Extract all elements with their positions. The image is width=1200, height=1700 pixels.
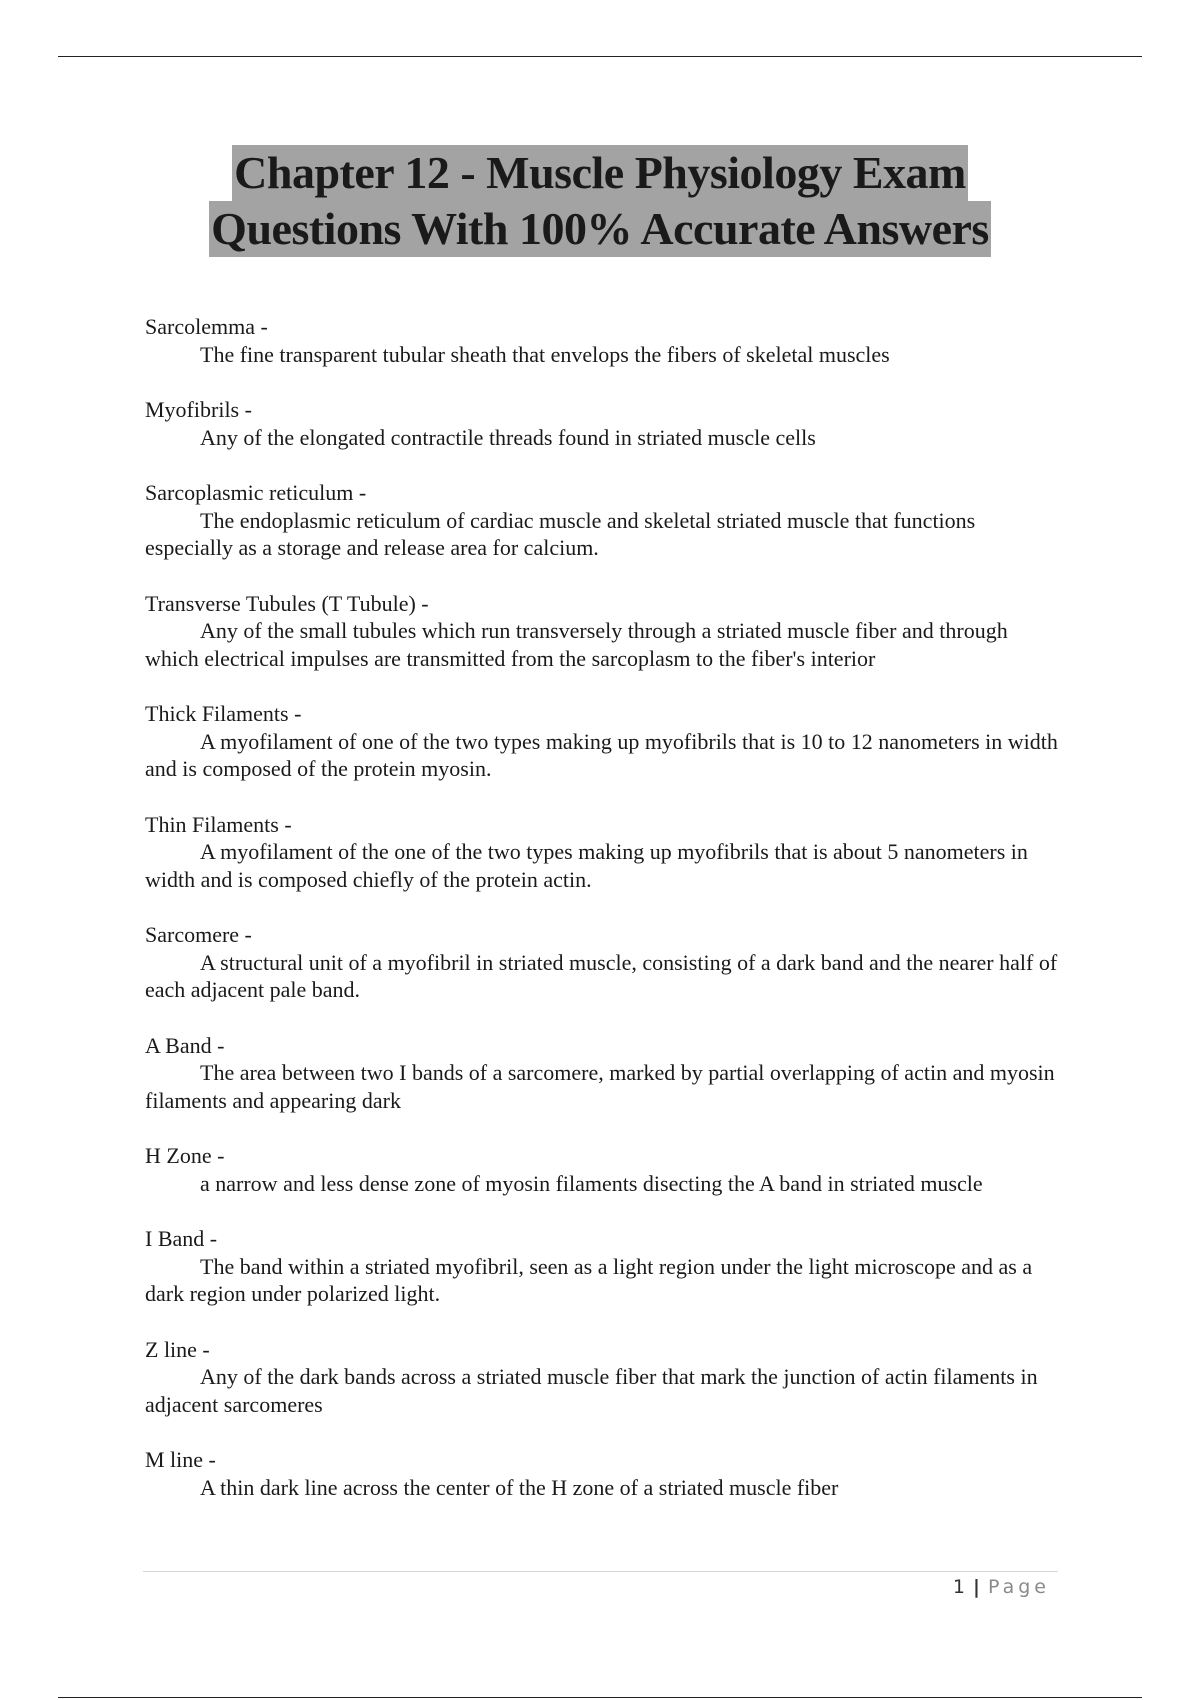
footer-rule — [143, 1571, 1058, 1572]
term-entry — [145, 396, 1065, 451]
term-entry — [145, 590, 1065, 673]
title-line-2: Questions With 100% Accurate Answers — [209, 201, 991, 257]
term-name: Z line - — [145, 1336, 210, 1362]
term-name: Thin Filaments - — [145, 811, 292, 837]
page-number: 1 — [952, 1576, 965, 1598]
term-name: A Band - — [145, 1032, 225, 1058]
term-name: Thick Filaments - — [145, 701, 302, 726]
term-entry — [145, 313, 1065, 368]
term-definition: A thin dark line across the center of the H zone of a striated muscle fiber — [200, 1474, 839, 1500]
term-definition: Any of the dark bands across a striated muscle fiber that mark the junction of actin filaments in adjacent sarcomeres — [145, 1364, 1038, 1417]
term-name: H Zone - — [145, 1143, 225, 1168]
term-entry — [145, 811, 1065, 894]
term-entry — [145, 700, 1065, 783]
term-definition: Any of the elongated contractile threads found in striated muscle cells — [200, 424, 816, 450]
title-line-1: Chapter 12 - Muscle Physiology Exam — [232, 145, 968, 201]
term-entry — [145, 1142, 1065, 1197]
bottom-rule — [58, 1697, 1142, 1698]
document-title — [0, 145, 1200, 257]
term-entry — [145, 479, 1065, 562]
page-separator: | — [973, 1576, 980, 1598]
term-definition: A myofilament of one of the two types making up myofibrils that is 10 to 12 nanometers in width and is composed of the protein myosin. — [145, 728, 1058, 781]
page-label: Page — [988, 1576, 1050, 1598]
term-entry — [145, 1225, 1065, 1308]
term-entry — [145, 1032, 1065, 1115]
term-name: M line - — [145, 1447, 216, 1472]
term-name: Sarcoplasmic reticulum - — [145, 480, 367, 505]
header-rule — [58, 56, 1142, 57]
term-name: Transverse Tubules (T Tubule) - — [145, 590, 429, 616]
term-definition: The endoplasmic reticulum of cardiac muscle and skeletal striated muscle that functions especially as a storage and release area for calcium. — [145, 507, 976, 560]
term-definition: The fine transparent tubular sheath that envelops the fibers of skeletal muscles — [200, 341, 890, 367]
term-name: Myofibrils - — [145, 397, 252, 422]
term-definition: A structural unit of a myofibril in striated muscle, consisting of a dark band and the nearer half of each adjacent pale band. — [145, 949, 1058, 1002]
term-definition: The band within a striated myofibril, seen as a light region under the light microscope and as a dark region under polarized light. — [145, 1253, 1033, 1306]
page-footer — [953, 1576, 1050, 1598]
term-name: Sarcomere - — [145, 922, 252, 947]
term-entry — [145, 1336, 1065, 1419]
term-definition: The area between two I bands of a sarcomere, marked by partial overlapping of actin and myosin filaments and appearing dark — [145, 1060, 1055, 1113]
term-definition: a narrow and less dense zone of myosin filaments disecting the A band in striated muscle — [200, 1170, 983, 1196]
term-name: Sarcolemma - — [145, 314, 268, 339]
term-list — [145, 313, 1065, 1529]
term-entry — [145, 1446, 1065, 1501]
term-name: I Band - — [145, 1226, 218, 1251]
term-definition: A myofilament of the one of the two types making up myofibrils that is about 5 nanometers in width and is composed chiefly of the protein actin. — [145, 839, 1028, 892]
term-definition: Any of the small tubules which run transversely through a striated muscle fiber and through which electrical impulses are transmitted from the sarcoplasm to the fiber's interior — [145, 618, 1008, 671]
term-entry — [145, 921, 1065, 1004]
